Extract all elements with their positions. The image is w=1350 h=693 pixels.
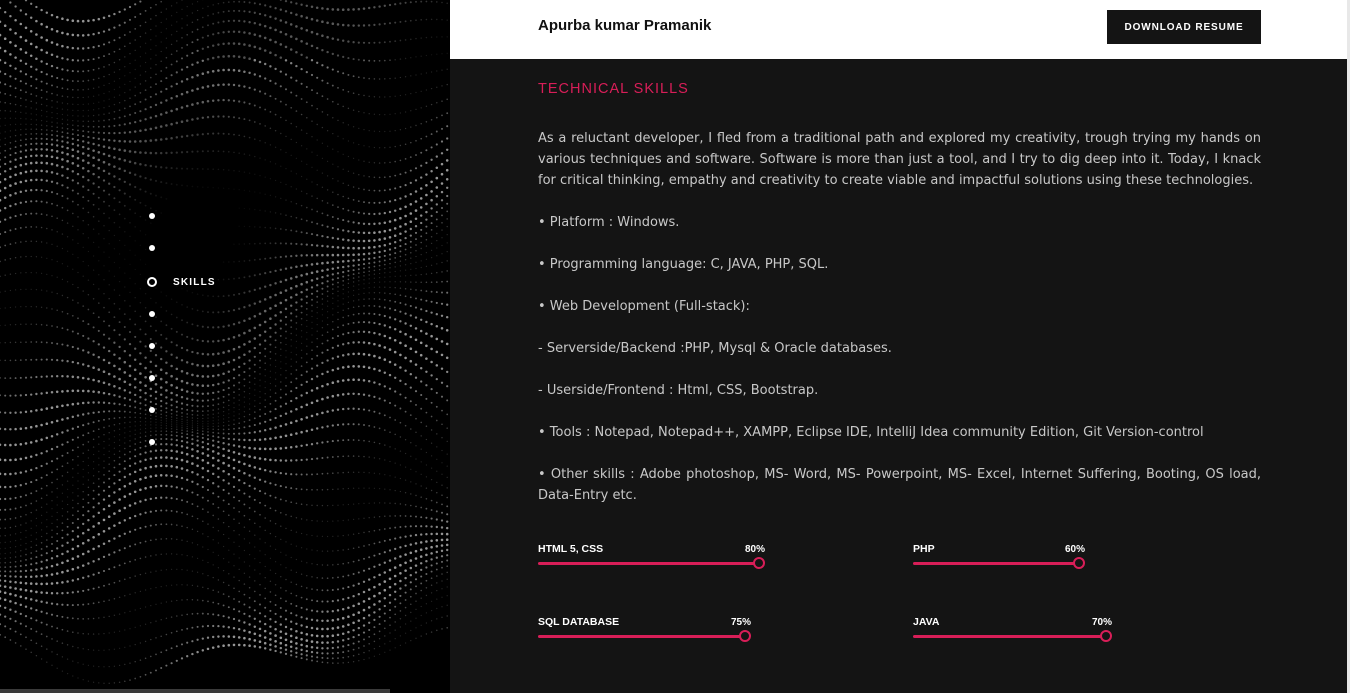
section-nav-item[interactable]	[145, 435, 155, 449]
dot-icon	[149, 407, 155, 413]
dot-icon	[149, 343, 155, 349]
skill-percent: 70%	[1091, 617, 1113, 628]
top-header	[450, 0, 1350, 59]
section-nav-item[interactable]	[145, 371, 155, 385]
section-title: TECHNICAL SKILLS	[538, 81, 689, 97]
skill-line-tools: • Tools : Notepad, Notepad++, XAMPP, Eclipse IDE, IntelliJ Idea community Edition, Git Version-control	[538, 425, 1204, 440]
skill-line-backend: - Serverside/Backend :PHP, Mysql & Oracle databases.	[538, 341, 892, 356]
skill-progress-track	[538, 562, 759, 565]
skill-progress-track	[538, 635, 745, 638]
section-nav-item[interactable]	[145, 307, 155, 321]
skill-percent: 60%	[1064, 544, 1086, 555]
particle-wave-graphic	[0, 0, 450, 693]
skills-intro-paragraph: As a reluctant developer, I fled from a traditional path and explored my creativity, trough trying my hands on various techniques and software. Software is more than just a tool, and I try to dig deep into it. Today, I knack for critical thinking, empathy and creativity to create viable and impactful solutions using these technologies.	[538, 131, 1261, 188]
dot-icon	[149, 375, 155, 381]
active-dot-icon	[147, 277, 157, 287]
skill-name: PHP	[913, 543, 935, 555]
skill-progress-track	[913, 635, 1106, 638]
skill-percent: 75%	[730, 617, 752, 628]
site-owner-name[interactable]: Apurba kumar Pramanik	[538, 17, 712, 34]
skill-bar-php	[913, 543, 1141, 583]
dot-icon	[149, 311, 155, 317]
skill-line-programming: • Programming language: C, JAVA, PHP, SQL.	[538, 257, 829, 272]
skill-progress-knob	[753, 557, 765, 569]
horizontal-scrollbar[interactable]	[0, 689, 390, 693]
skill-name: HTML 5, CSS	[538, 543, 604, 555]
skill-line-frontend: - Userside/Frontend : Html, CSS, Bootstrap.	[538, 383, 819, 398]
skill-line-webdev: • Web Development (Full-stack):	[538, 299, 750, 314]
skill-progress-knob	[1100, 630, 1112, 642]
section-nav-item[interactable]	[145, 339, 155, 353]
skill-bar-java	[913, 616, 1141, 656]
dot-icon	[149, 245, 155, 251]
skill-bar-html-css	[538, 543, 766, 583]
skill-progress-track	[913, 562, 1079, 565]
section-nav-item[interactable]	[145, 403, 155, 417]
dot-icon	[149, 213, 155, 219]
skill-progress-knob	[739, 630, 751, 642]
hero-background-panel	[0, 0, 450, 693]
section-nav-label: SKILLS	[173, 276, 216, 288]
skill-line-other: • Other skills : Adobe photoshop, MS- Word, MS- Powerpoint, MS- Excel, Internet Suffering, Booting, OS load, Data-Entry etc.	[538, 467, 1261, 503]
skill-name: JAVA	[913, 616, 940, 628]
skill-name: SQL DATABASE	[538, 616, 620, 628]
skill-bar-sql	[538, 616, 766, 656]
dot-icon	[149, 439, 155, 445]
skill-line-platform: • Platform : Windows.	[538, 215, 680, 230]
section-nav-item[interactable]	[145, 241, 155, 255]
skill-percent: 80%	[744, 544, 766, 555]
section-nav-item[interactable]	[145, 209, 155, 223]
section-nav-item[interactable]	[145, 275, 216, 289]
download-resume-button[interactable]: DOWNLOAD RESUME	[1107, 10, 1261, 44]
skill-progress-knob	[1073, 557, 1085, 569]
